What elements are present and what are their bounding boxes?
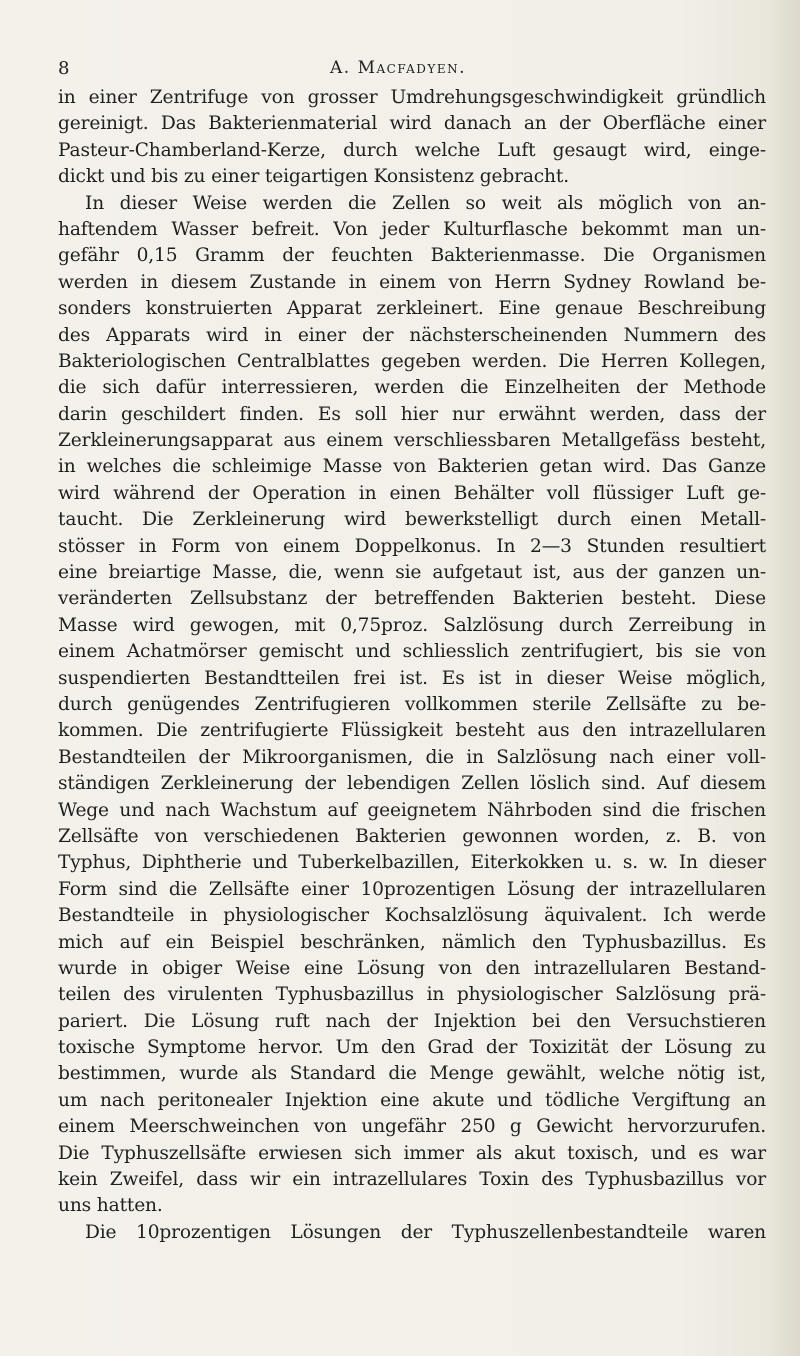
text-line: des Apparats wird in einer der nächsterscheinenden Nummern des	[58, 324, 766, 346]
text-line: bestimmen, wurde als Standard die Menge gewählt, welche nötig ist,	[58, 1063, 766, 1085]
text-line: eine breiartige Masse, die, wenn sie aufgetaut ist, aus der ganzen un-	[58, 562, 766, 584]
text-line: Zerkleinerungsapparat aus einem verschliessbaren Metallgefäss besteht,	[58, 430, 766, 452]
text-line: Bestandteile in physiologischer Kochsalzlösung äquivalent. Ich werde	[58, 905, 766, 927]
text-line: durch genügendes Zentrifugieren vollkommen sterile Zellsäfte zu be-	[58, 693, 766, 715]
text-line: In dieser Weise werden die Zellen so weit als möglich von an-	[85, 192, 766, 214]
text-line: einem Meerschweinchen von ungefähr 250 g Gewicht hervorzurufen.	[58, 1116, 766, 1138]
text-line: Bakteriologischen Centralblattes gegeben werden. Die Herren Kollegen,	[58, 350, 766, 372]
text-line: einem Achatmörser gemischt und schliesslich zentrifugiert, bis sie von	[58, 641, 766, 663]
text-line: Wege und nach Wachstum auf geeignetem Nährboden sind die frischen	[58, 799, 766, 821]
text-line: die sich dafür interressieren, werden die Einzelheiten der Methode	[58, 377, 766, 399]
text-line: Typhus, Diphtherie und Tuberkelbazillen, Eiterkokken u. s. w. In dieser	[58, 852, 766, 874]
text-line: Die Typhuszellsäfte erwiesen sich immer als akut toxisch, und es war	[58, 1142, 766, 1164]
text-line: in welches die schleimige Masse von Bakterien getan wird. Das Ganze	[58, 456, 766, 478]
text-line: Zellsäfte von verschiedenen Bakterien gewonnen worden, z. B. von	[58, 825, 766, 847]
body-text	[58, 85, 766, 1246]
text-line: uns hatten.	[58, 1195, 163, 1217]
text-line: Die 10prozentigen Lösungen der Typhuszellenbestandteile waren	[85, 1221, 766, 1243]
page-number: 8	[58, 58, 70, 79]
text-line: darin geschildert finden. Es soll hier nur erwähnt werden, dass der	[58, 403, 766, 425]
text-line: sonders konstruierten Apparat zerkleinert. Eine genaue Beschreibung	[58, 298, 766, 320]
text-line: wurde in obiger Weise eine Lösung von den intrazellularen Bestand-	[58, 957, 766, 979]
text-line: gereinigt. Das Bakterienmaterial wird danach an der Oberfläche einer	[58, 113, 766, 135]
text-line: gefähr 0,15 Gramm der feuchten Bakterienmasse. Die Organismen	[58, 245, 766, 267]
text-line: Bestandteilen der Mikroorganismen, die in Salzlösung nach einer voll-	[58, 746, 766, 768]
text-line: um nach peritonealer Injektion eine akute und tödliche Vergiftung an	[58, 1089, 766, 1111]
text-line: suspendierten Bestandtteilen frei ist. Es ist in dieser Weise möglich,	[58, 667, 766, 689]
text-line: ständigen Zerkleinerung der lebendigen Zellen löslich sind. Auf diesem	[58, 773, 766, 795]
text-line: haftendem Wasser befreit. Von jeder Kulturflasche bekommt man un-	[58, 218, 766, 240]
text-line: mich auf ein Beispiel beschränken, nämlich den Typhusbazillus. Es	[58, 931, 766, 953]
text-line: pariert. Die Lösung ruft nach der Injektion bei den Versuchstieren	[58, 1010, 766, 1032]
text-line: kommen. Die zentrifugierte Flüssigkeit besteht aus den intrazellularen	[58, 720, 766, 742]
text-line: Form sind die Zellsäfte einer 10prozentigen Lösung der intrazellularen	[58, 878, 766, 900]
text-line: werden in diesem Zustande in einem von Herrn Sydney Rowland be-	[58, 271, 766, 293]
text-line: taucht. Die Zerkleinerung wird bewerkstelligt durch einen Metall-	[58, 509, 766, 531]
text-line: toxische Symptome hervor. Um den Grad der Toxizität der Lösung zu	[58, 1037, 766, 1059]
text-line: wird während der Operation in einen Behälter voll flüssiger Luft ge-	[58, 482, 766, 504]
page-header	[58, 58, 738, 82]
text-line: stösser in Form von einem Doppelkonus. In 2—3 Stunden resultiert	[58, 535, 766, 557]
text-line: dickt und bis zu einer teigartigen Konsistenz gebracht.	[58, 166, 569, 188]
text-line: in einer Zentrifuge von grosser Umdrehungsgeschwindigkeit gründlich	[58, 87, 766, 108]
text-line: veränderten Zellsubstanz der betreffenden Bakterien besteht. Diese	[58, 588, 766, 610]
text-line: teilen des virulenten Typhusbazillus in physiologischer Salzlösung prä-	[58, 984, 766, 1006]
text-line: Masse wird gewogen, mit 0,75proz. Salzlösung durch Zerreibung in	[58, 614, 766, 636]
text-line: Pasteur-Chamberland-Kerze, durch welche Luft gesaugt wird, einge-	[58, 139, 766, 161]
text-line: kein Zweifel, dass wir ein intrazellulares Toxin des Typhusbazillus vor	[58, 1169, 766, 1191]
running-title: A. Macfadyen.	[330, 58, 466, 78]
